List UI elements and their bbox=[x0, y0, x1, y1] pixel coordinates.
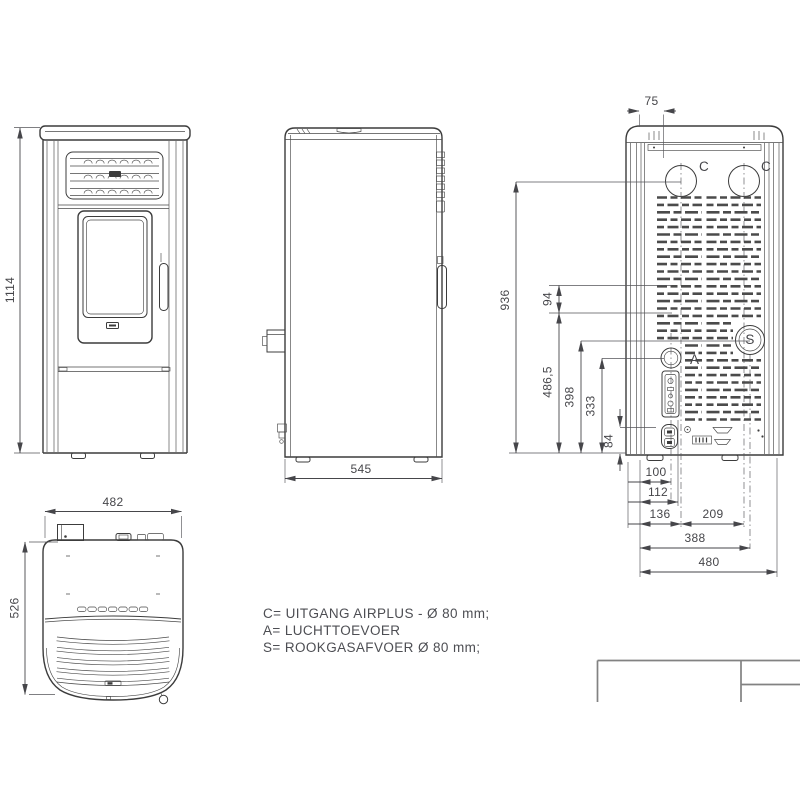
dim-label-94: 94 bbox=[540, 292, 555, 306]
rating-plate bbox=[693, 436, 712, 444]
front-louver bbox=[57, 641, 170, 645]
front-foot-right bbox=[141, 453, 155, 459]
dim-label-480: 480 bbox=[698, 555, 720, 569]
dim-label-136: 136 bbox=[649, 507, 671, 521]
display-panel bbox=[109, 171, 121, 177]
dim-label-75: 75 bbox=[644, 94, 659, 108]
rear-grille bbox=[657, 198, 761, 420]
dim-label-398: 398 bbox=[562, 386, 577, 408]
side-louvers bbox=[437, 152, 445, 212]
top-slat bbox=[108, 607, 117, 612]
front-view bbox=[3, 126, 190, 459]
title-block-frame bbox=[598, 661, 800, 703]
legend-line-a: A= LUCHTTOEVOER bbox=[263, 623, 401, 638]
front-foot-left bbox=[72, 453, 86, 459]
dim-label-84: 84 bbox=[601, 434, 616, 448]
rear-dimensions bbox=[498, 94, 777, 577]
port-label-c-left: C bbox=[699, 159, 710, 174]
stove-door bbox=[78, 211, 152, 343]
dim-label-936: 936 bbox=[498, 289, 512, 311]
top-slat bbox=[78, 607, 87, 612]
door-knob-top bbox=[159, 695, 167, 703]
front-top-cap bbox=[40, 126, 190, 140]
dim-label-1114: 1114 bbox=[3, 276, 17, 304]
rear-view bbox=[498, 94, 783, 577]
top-slat bbox=[98, 607, 107, 612]
port-label-a: A bbox=[690, 352, 700, 367]
chimney-stub bbox=[58, 525, 84, 541]
top-slat bbox=[139, 607, 148, 612]
dim-label-482: 482 bbox=[102, 495, 124, 509]
front-louver bbox=[57, 672, 170, 676]
legend-line-s: S= ROOKGASAFVOER Ø 80 mm; bbox=[263, 640, 481, 655]
dim-label-545: 545 bbox=[350, 462, 372, 476]
legend bbox=[263, 606, 490, 655]
front-louver bbox=[57, 682, 170, 686]
dim-label-100: 100 bbox=[645, 465, 667, 479]
rear-control-panel bbox=[662, 371, 679, 417]
dim-label-333: 333 bbox=[583, 395, 598, 417]
front-louver bbox=[57, 658, 169, 662]
legend-line-c: C= UITGANG AIRPLUS - Ø 80 mm; bbox=[263, 606, 490, 621]
grille-scallop-row bbox=[84, 160, 156, 163]
door-handle bbox=[160, 264, 169, 311]
dim-label-486-5: 486,5 bbox=[540, 366, 555, 398]
door-glass bbox=[83, 217, 147, 318]
dim-top-width bbox=[45, 495, 182, 538]
top-slat bbox=[88, 607, 97, 612]
power-socket bbox=[662, 425, 678, 449]
front-air-grille bbox=[66, 152, 163, 199]
front-louver bbox=[57, 651, 170, 655]
front-louver bbox=[57, 637, 169, 641]
dim-side-depth bbox=[285, 459, 442, 483]
front-louver bbox=[57, 661, 170, 665]
side-view bbox=[263, 128, 447, 483]
port-label-c-right: C bbox=[761, 159, 772, 174]
dim-label-209: 209 bbox=[702, 507, 724, 521]
dim-front-height bbox=[3, 128, 40, 454]
front-curved-louvers bbox=[57, 637, 170, 686]
dim-label-388: 388 bbox=[684, 531, 706, 545]
grille-scallop-row bbox=[84, 190, 156, 193]
front-louver bbox=[57, 668, 169, 672]
top-slat bbox=[119, 607, 128, 612]
top-vent-slats bbox=[78, 607, 148, 612]
dim-label-112: 112 bbox=[647, 485, 669, 499]
port-label-s: S bbox=[745, 332, 755, 347]
dim-label-526: 526 bbox=[7, 597, 22, 619]
side-pipe-outlet bbox=[263, 330, 286, 352]
rear-vents bbox=[713, 428, 732, 445]
top-view bbox=[8, 495, 184, 704]
top-slat bbox=[129, 607, 138, 612]
front-louver bbox=[57, 647, 169, 651]
